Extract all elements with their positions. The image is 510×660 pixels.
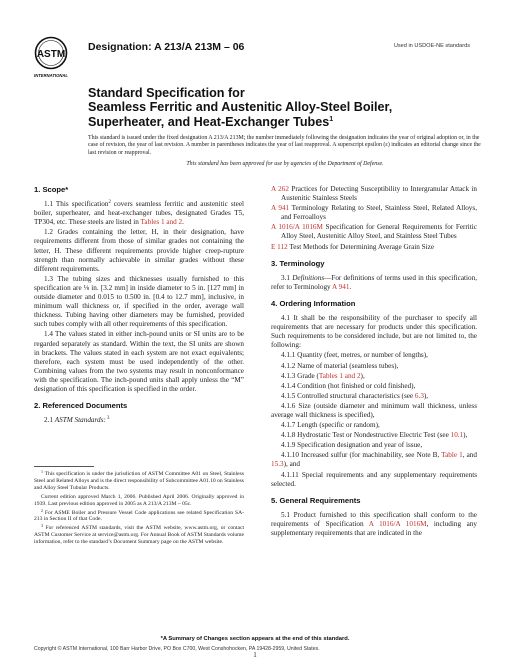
para-1-2: 1.2 Grades containing the letter, H, in their designation, have requirements different from those of similar grades not containing the letter, H. These different requirements provide higher creep-rupture strength than normally achievable in similar grades without these different requirements. <box>34 228 244 273</box>
dod-approval-note: This standard has been approved for use by agencies of the Department of Defense. <box>186 161 384 168</box>
para-4-1: 4.1 It shall be the responsibility of the purchaser to specify all requirements that are necessary for products under this specification. Such requirements to be considered include, but are not limited to, the following: <box>271 314 477 350</box>
reference-a262: A 262 Practices for Detecting Susceptibility to Intergranular Attack in Austenitic Stainless Steels <box>271 185 478 203</box>
para-1-3: 1.3 The tubing sizes and thicknesses usually furnished to this specification are ⅛ in. [3.2 mm] in inside diameter to 5 in. [127 mm] in outside diameter and 0.015 to 0.500 in. [0.4 to 12.7 mm], inclusive, in minimum wall thickness or, if specified in the order, average wall thickness. Tubing having other diameters may be furnished, provided such tubes comply with all other requirements of this specification. <box>34 274 244 329</box>
copyright-line: Copyright © ASTM International, 100 Barr Harbor Drive, PO Box C700, West Conshohocken, PA 19428-2959, United States. <box>34 646 320 652</box>
footnote-2: $^2$ For ASME Boiler and Pressure Vessel Code applications see related Specification SA-213 in Section II of that Code. <box>34 507 244 523</box>
item-4-1-7: 4.1.7 Length (specific or random), <box>281 421 380 430</box>
designation: Designation: A 213/A 213M – 06 <box>88 41 245 53</box>
title-line-1: Standard Specification for <box>88 86 245 100</box>
a262-link[interactable]: A 262 <box>271 185 289 193</box>
reference-a1016: A 1016/A 1016M Specification for General Requirements for Ferritic Alloy Steel, Austenitic Alloy Steel, and Stainless Steel Tubes <box>271 223 477 241</box>
scope-heading: 1. Scope* <box>34 185 69 194</box>
para-1-1: 1.1 This specification$^2$ covers seamless ferritic and austenitic steel boiler, superheater, and heat-exchanger tubes, designated Grades T5, TP304, etc. These steels are listed in Tables 1 and 2. <box>34 200 245 227</box>
standard-title <box>88 86 392 129</box>
svg-text:ASTM: ASTM <box>36 49 66 60</box>
svg-text:INTERNATIONAL: INTERNATIONAL <box>34 73 68 78</box>
footnote-divider <box>34 466 94 467</box>
section-15-3-link[interactable]: 15.3 <box>271 460 284 469</box>
left-column <box>34 185 244 426</box>
item-4-1-2: 4.1.2 Name of material (seamless tubes), <box>281 361 399 370</box>
ordering-information-heading: 4. Ordering Information <box>271 298 356 308</box>
spec-a1016-link[interactable]: A 1016/A 1016M <box>368 519 427 528</box>
title-footnote-mark: 1 <box>329 115 334 123</box>
para-2-1: 2.1 ASTM Standards: $^3$ <box>44 416 110 425</box>
referenced-documents-heading: 2. Referenced Documents <box>34 401 128 411</box>
e112-link[interactable]: E 112 <box>271 242 288 251</box>
table-1-link[interactable]: Table 1 <box>441 451 463 460</box>
footnote-3: $^3$ For referenced ASTM standards, visit the ASTM website, www.astm.org, or contact ASTM Customer Service at service@astm.org. For Annual Book of ASTM Standards volume information, refer to the standard’s Document Summary page on the ASTM website. <box>34 523 244 546</box>
terminology-heading: 3. Terminology <box>271 258 325 268</box>
issuance-paragraph: This standard is issued under the fixed designation A 213/A 213M; the number immediately following the designation indicates the year of original adoption or, in the case of revision, the year of last revision. A number in parentheses indicates the year of last reapproval. A superscript epsilon (ε) indicates an editorial change since the last revision or reapproval. <box>88 135 481 156</box>
tables-1-2-link[interactable]: Tables 1 and 2 <box>140 218 183 227</box>
item-4-1-3: 4.1.3 Grade (Tables 1 and 2), <box>281 371 365 380</box>
footnote-1-edition: Current edition approved March 1, 2006. Published April 2006. Originally approved in 1939. Last previous edition approved in 2005 as A 213/A 213M – 05c. <box>34 493 244 507</box>
general-requirements-heading: 5. General Requirements <box>271 495 361 505</box>
reference-a941: A 941 Terminology Relating to Steel, Stainless Steel, Related Alloys, and Ferroalloys <box>271 204 477 222</box>
page-number: 1 <box>253 651 257 659</box>
title-line-2: Seamless Ferritic and Austenitic Alloy-Steel Boiler, <box>88 100 393 115</box>
item-4-1-10: 4.1.10 Increased sulfur (for machinability, see Note B, Table 1, and 15.3), and <box>271 451 477 469</box>
section-6-3-link[interactable]: 6.3 <box>414 391 424 400</box>
item-4-1-6: 4.1.6 Size (outside diameter and minimum wall thickness, unless average wall thickness is specified), <box>271 401 477 419</box>
title-line-3: Superheater, and Heat-Exchanger Tubes$^1$ <box>88 114 334 129</box>
used-in-note: Used in USDOE-NE standards <box>393 43 470 49</box>
item-4-1-5: 4.1.5 Controlled structural characteristics (see 6.3), <box>281 391 429 400</box>
item-4-1-8: 4.1.8 Hydrostatic Test or Nondestructive Electric Test (see 10.1), <box>281 431 468 440</box>
para-1-4: 1.4 The values stated in either inch-pound units or SI units are to be regarded separately as standard. Within the text, the SI units are shown in brackets. The values stated in each system are not exact equivalents; therefore, each system must be used independently of the other. Combining values from the two systems may result in nonconformance with the specification. The inch-pound units shall apply unless the “M” designation of this specification is specified in the order. <box>34 330 244 393</box>
para-5-1: 5.1 Product furnished to this specification shall conform to the requirements of Specification A 1016/A 1016M, including any supplementary requirements that are indicated in the <box>271 510 478 537</box>
footnotes <box>34 471 244 548</box>
footnote-1: $^1$ This specification is under the jurisdiction of ASTM Committee A01 on Steel, Stainless Steel and Related Alloys and is the direct responsibility of Subcommittee A01.10 on Stainless and Alloy Steel Tubular Products. <box>34 469 244 491</box>
terminology-a941-link[interactable]: A 941 <box>332 282 350 291</box>
item-4-1-11: 4.1.11 Special requirements and any supplementary requirements selected. <box>271 470 477 488</box>
right-column <box>271 185 477 539</box>
astm-logo <box>34 36 68 80</box>
item-4-1-4: 4.1.4 Condition (hot finished or cold finished), <box>281 381 416 390</box>
item-4-1-9: 4.1.9 Specification designation and year of issue, <box>281 441 423 450</box>
a941-link[interactable]: A 941 <box>271 204 290 213</box>
reference-e112: E 112 Test Methods for Determining Average Grain Size <box>271 242 435 251</box>
issuance-note <box>88 135 482 173</box>
item-4-1-1: 4.1.1 Quantity (feet, metres, or number of lengths), <box>281 351 428 360</box>
section-10-1-link[interactable]: 10.1 <box>450 431 464 440</box>
summary-of-changes-note: *A Summary of Changes section appears at the end of this standard. <box>160 636 350 642</box>
para-3-1: 3.1 Definitions—For definitions of terms used in this specification, refer to Terminology A 941. <box>271 273 478 291</box>
grade-tables-link[interactable]: Tables 1 and 2 <box>318 371 361 380</box>
a1016-link[interactable]: A 1016/A 1016M <box>271 223 323 232</box>
